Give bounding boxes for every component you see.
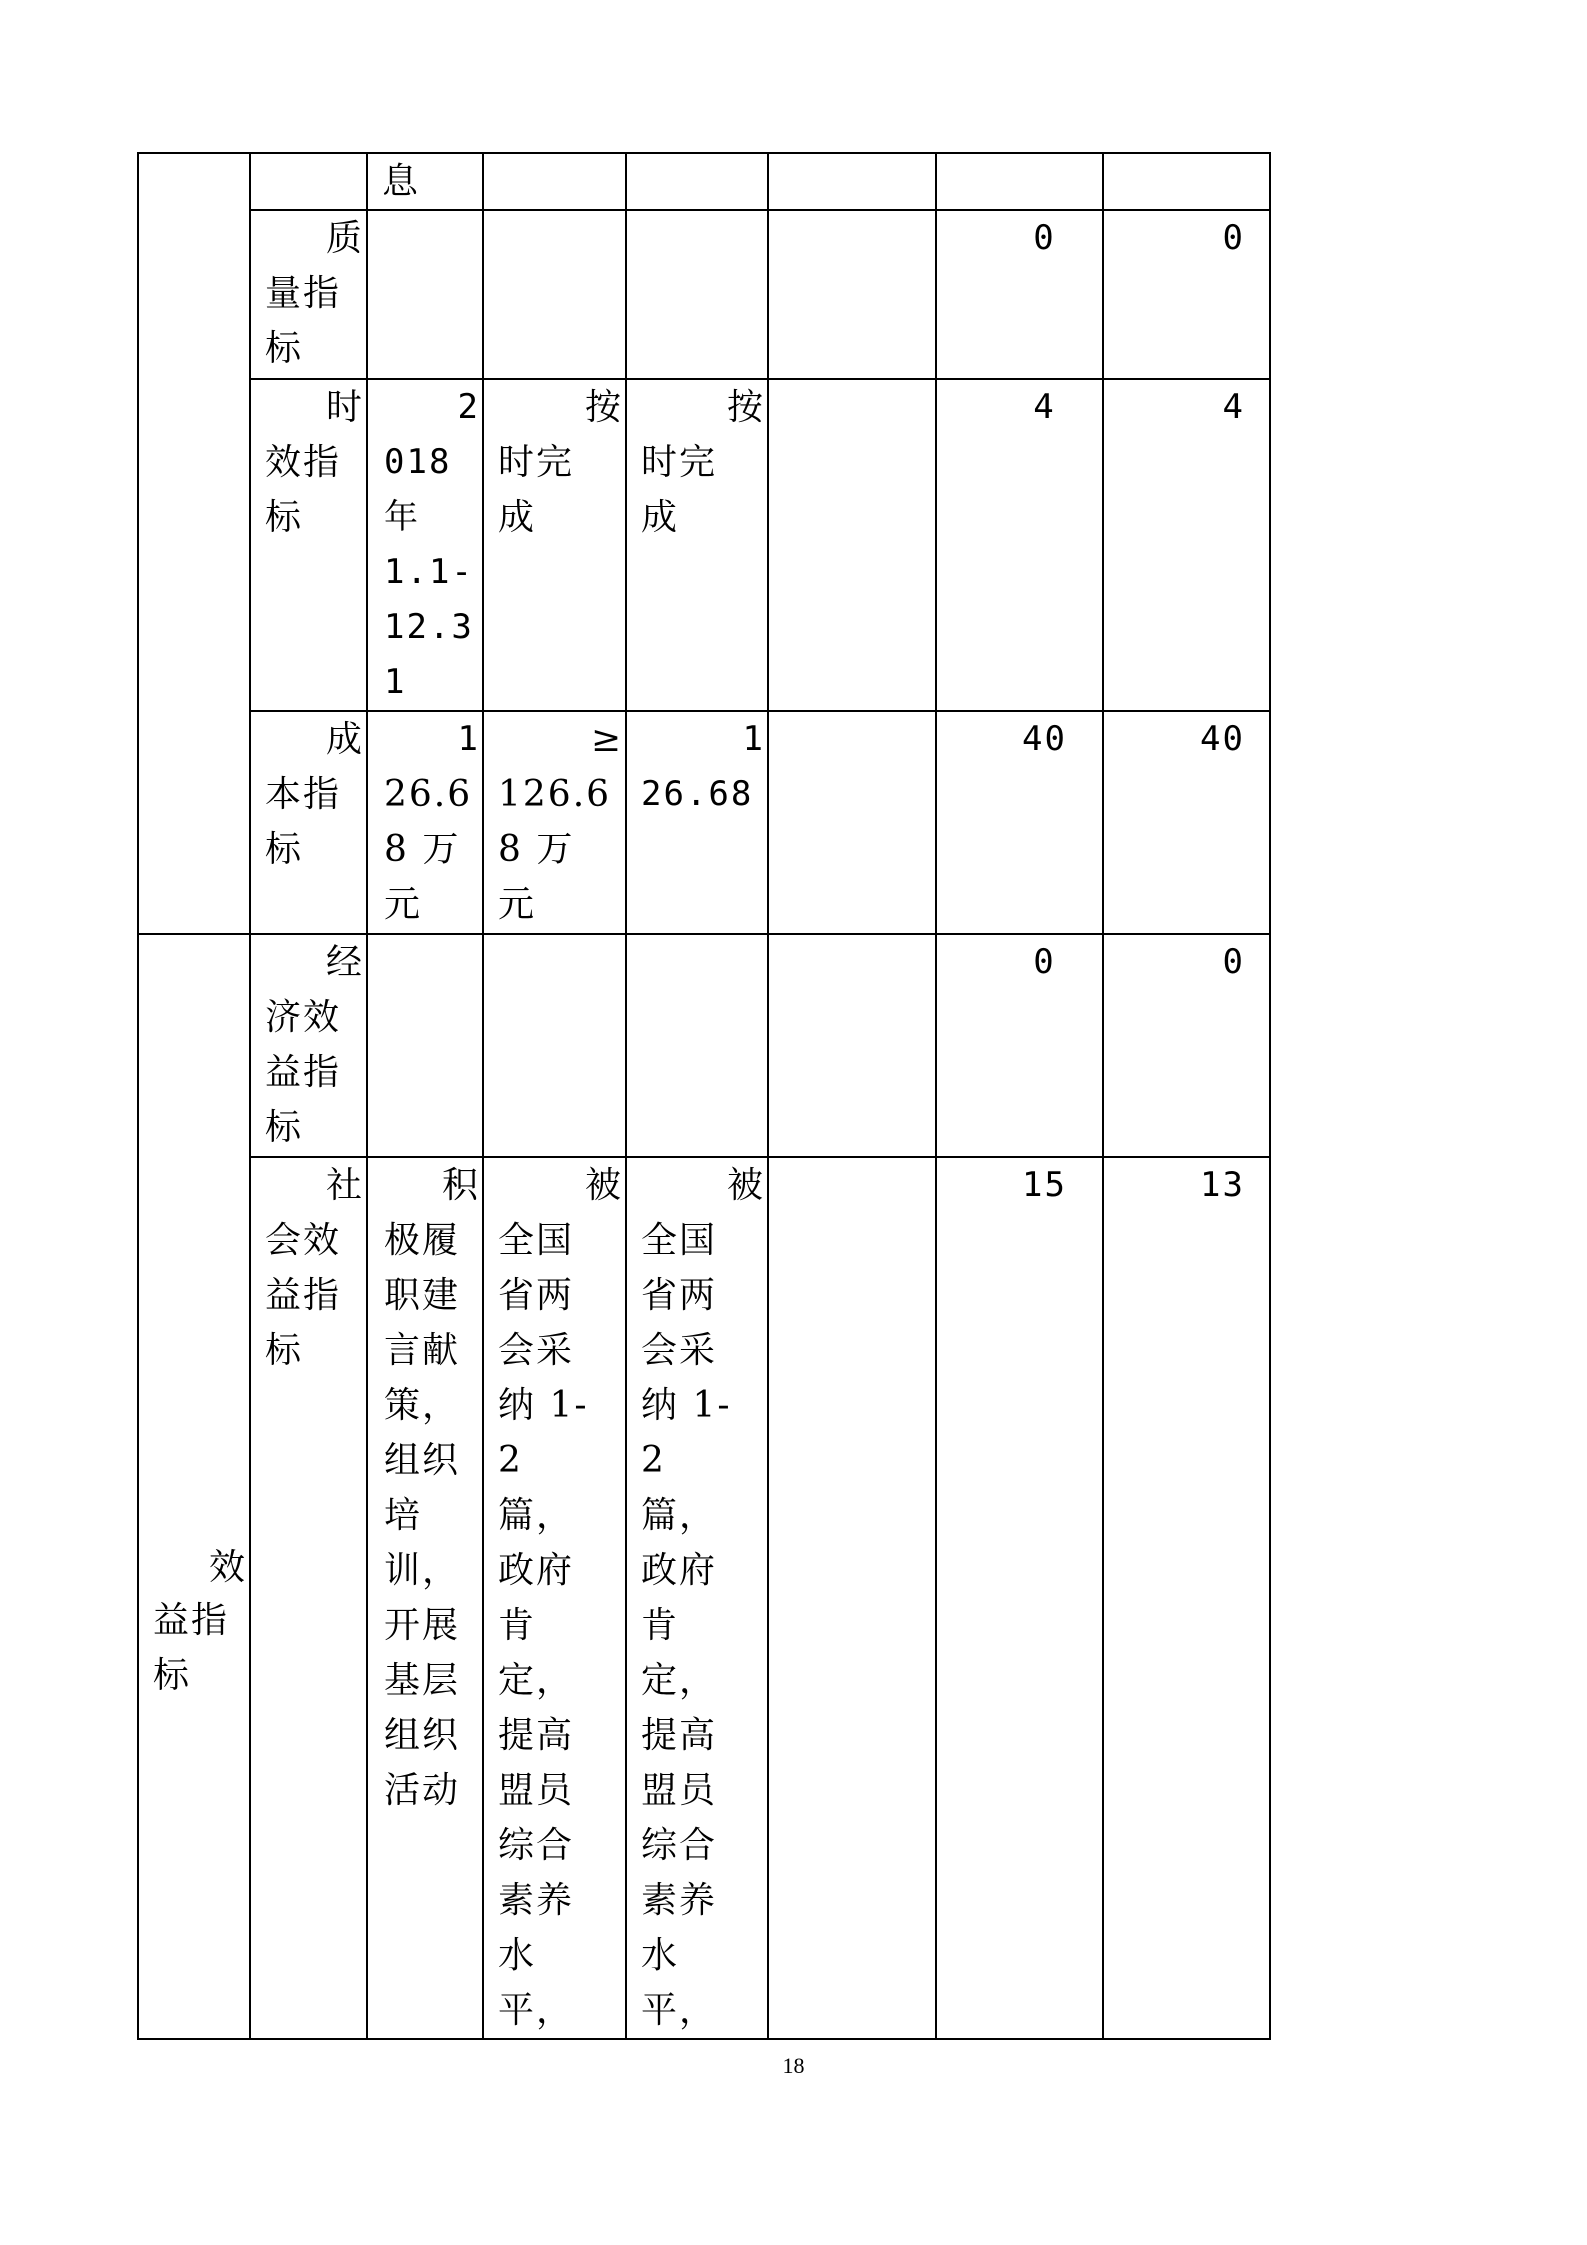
score-cell bbox=[1103, 210, 1270, 379]
note-cell bbox=[768, 379, 936, 711]
table-row bbox=[138, 379, 1270, 711]
target-cell bbox=[483, 1157, 626, 2039]
indicator-cell bbox=[367, 153, 483, 210]
clipped-char: 被 bbox=[726, 1165, 765, 1206]
subcategory-cell bbox=[250, 210, 367, 379]
indicator-text: 018 年 1.1- 12.3 1 bbox=[384, 442, 474, 702]
weight-cell bbox=[936, 153, 1103, 210]
target-cell bbox=[483, 379, 626, 711]
actual-cell bbox=[626, 210, 768, 379]
clipped-char: 质 bbox=[325, 218, 364, 259]
note-cell bbox=[768, 153, 936, 210]
target-cell bbox=[483, 711, 626, 934]
indicator-cell bbox=[367, 210, 483, 379]
target-text: 全国 省两 会采 纳 1- 2 篇， 政府 肯 定， 提高 盟员 综合 素养 水 平， bbox=[498, 1220, 589, 2031]
weight-value: 15 bbox=[1022, 1165, 1067, 1205]
actual-cell bbox=[626, 379, 768, 711]
table-row bbox=[138, 934, 1270, 1157]
subcategory-text: 效指 标 bbox=[265, 442, 342, 538]
score-cell bbox=[1103, 379, 1270, 711]
target-cell bbox=[483, 210, 626, 379]
weight-cell bbox=[936, 379, 1103, 711]
clipped-char: 1 bbox=[457, 719, 480, 759]
clipped-char: 被 bbox=[584, 1165, 623, 1206]
actual-cell bbox=[626, 934, 768, 1157]
score-value: 4 bbox=[1222, 387, 1245, 427]
weight-cell bbox=[936, 210, 1103, 379]
subcategory-cell bbox=[250, 153, 367, 210]
target-cell bbox=[483, 934, 626, 1157]
indicator-text: 极履 职建 言献 策， 组织 培 训， 开展 基层 组织 活动 bbox=[384, 1220, 461, 1811]
actual-cell bbox=[626, 153, 768, 210]
subcategory-text: 济效 益指 标 bbox=[265, 997, 342, 1148]
actual-text: 时完 成 bbox=[641, 442, 718, 538]
weight-value: 0 bbox=[1033, 218, 1056, 258]
weight-value: 0 bbox=[1033, 942, 1056, 982]
score-value: 13 bbox=[1200, 1165, 1245, 1205]
weight-cell bbox=[936, 711, 1103, 934]
performance-indicator-table bbox=[137, 152, 1271, 2040]
score-cell bbox=[1103, 1157, 1270, 2039]
note-cell bbox=[768, 1157, 936, 2039]
actual-cell bbox=[626, 711, 768, 934]
actual-text: 全国 省两 会采 纳 1- 2 篇， 政府 肯 定， 提高 盟员 综合 素养 水 平， bbox=[641, 1220, 732, 2031]
target-text: 126.6 8 万 元 bbox=[498, 774, 612, 925]
subcategory-cell bbox=[250, 711, 367, 934]
table-row bbox=[138, 711, 1270, 934]
indicator-cell bbox=[367, 1157, 483, 2039]
clipped-char: 时 bbox=[325, 387, 364, 428]
target-text: 时完 成 bbox=[498, 442, 575, 538]
score-cell bbox=[1103, 711, 1270, 934]
weight-value: 4 bbox=[1033, 387, 1056, 427]
score-value: 0 bbox=[1222, 942, 1245, 982]
clipped-char: 效 bbox=[208, 1547, 247, 1588]
note-cell bbox=[768, 934, 936, 1157]
clipped-char: 按 bbox=[726, 387, 765, 428]
note-cell bbox=[768, 711, 936, 934]
category-text: 益指 标 bbox=[153, 1600, 230, 1696]
indicator-cell bbox=[367, 934, 483, 1157]
subcategory-text: 会效 益指 标 bbox=[265, 1220, 342, 1371]
actual-cell bbox=[626, 1157, 768, 2039]
weight-cell bbox=[936, 934, 1103, 1157]
note-cell bbox=[768, 210, 936, 379]
clipped-char: 经 bbox=[325, 942, 364, 983]
weight-cell bbox=[936, 1157, 1103, 2039]
indicator-text: 息 bbox=[382, 161, 421, 202]
table-row bbox=[138, 153, 1270, 210]
target-cell bbox=[483, 153, 626, 210]
table-row bbox=[138, 1157, 1270, 2039]
clipped-char: 社 bbox=[325, 1165, 364, 1206]
subcategory-text: 量指 标 bbox=[265, 273, 342, 369]
clipped-char: 2 bbox=[457, 387, 480, 427]
subcategory-cell bbox=[250, 934, 367, 1157]
table-row bbox=[138, 210, 1270, 379]
indicator-cell bbox=[367, 711, 483, 934]
indicator-text: 26.6 8 万 元 bbox=[384, 774, 473, 925]
category-cell-output bbox=[138, 153, 250, 934]
subcategory-cell bbox=[250, 1157, 367, 2039]
subcategory-text: 本指 标 bbox=[265, 774, 342, 870]
weight-value: 40 bbox=[1022, 719, 1067, 759]
indicator-cell bbox=[367, 379, 483, 711]
score-value: 0 bbox=[1222, 218, 1245, 258]
score-cell bbox=[1103, 153, 1270, 210]
clipped-char: 1 bbox=[742, 719, 765, 759]
category-cell-benefit bbox=[138, 934, 250, 2039]
clipped-char: 按 bbox=[584, 387, 623, 428]
score-cell bbox=[1103, 934, 1270, 1157]
page-number: 18 bbox=[782, 2053, 805, 2078]
clipped-char: 积 bbox=[441, 1165, 480, 1206]
subcategory-cell bbox=[250, 379, 367, 711]
score-value: 40 bbox=[1200, 719, 1245, 759]
clipped-char: 成 bbox=[325, 719, 364, 760]
actual-text: 26.68 bbox=[641, 774, 754, 814]
clipped-char: ≥ bbox=[590, 719, 623, 760]
